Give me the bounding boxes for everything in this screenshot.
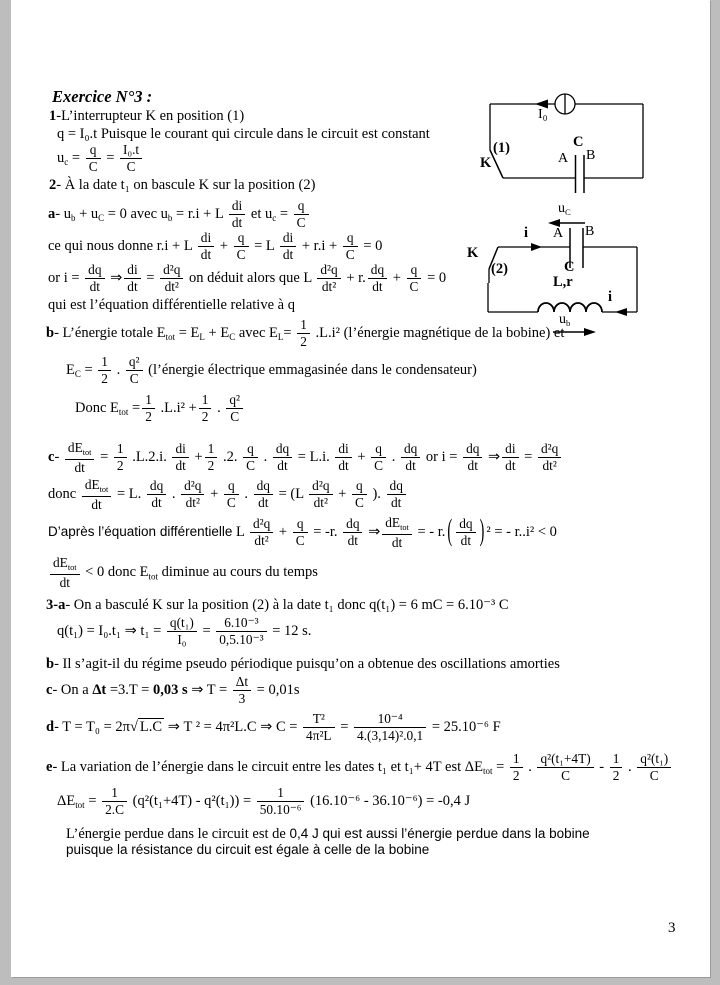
styled-text: c [46,681,53,698]
label-plate-b: B [586,148,596,163]
styled-text: D’après l’équation différentielle [48,524,233,540]
label-current-bottom [608,289,612,306]
fraction: $\frac{1}{2}$ [142,393,155,424]
subscript: L [277,331,284,342]
fraction: $\frac{1}{2}$ [610,752,623,783]
fraction: $\frac{q}{C}$ [343,231,358,262]
fraction: $\frac{\text{q²}}{C}$ [226,393,243,424]
subscript: C [229,331,236,342]
paper-sheet [11,0,710,977]
subscript: b [167,212,173,223]
subscript: tot [482,765,493,776]
line-3a-calcul-t1: q(t₁) = I₀.t₁ ⇒ t₁ = $\frac{\text{q(t₁)}}{\text{I₀}}$ = $\frac{\text{6.10⁻³}}{\text{0,5.10⁻³}}$ = 12 s. [57,615,312,647]
fraction: $\frac{di}{dt}$ [172,442,188,473]
styled-text: a [48,205,56,222]
page-number: 3 [668,920,676,936]
label-position-2 [491,261,508,278]
fraction: $\frac{q}{C}$ [86,143,101,174]
line-2a-loi-mailles: a- $u_b + u_C = 0$ avec $u_b = r.i + L$ $\frac{di}{dt}$ et $u_c$ = $\frac{q}{C}$ [48,199,311,230]
fraction: $\frac{\text{I₀.t}}{C}$ [120,143,142,174]
fraction: $\frac{dq}{dt}$ [401,442,420,473]
styled-text: b [46,656,55,672]
line-2c-conclusion: $\frac{dE_{tot}}{dt}$ < 0 donc $E_{tot}$ diminue au cours du temps [48,556,318,590]
label-capacitor-c [573,134,583,151]
line-2b-energie-somme: Donc $E_{tot}$ = $\frac{1}{2}$ .L.i² + $\frac{1}{2}$ . $\frac{\text{q²}}{C}$ [75,393,245,424]
fraction: $\frac{\text{d²q}}{\text{dt²}}$ [538,442,561,473]
subscript: C [74,368,81,379]
label-switch-k [467,245,478,262]
fraction: $\frac{dq}{dt}$ [463,442,482,473]
fraction: $\frac{\text{d²q}}{\text{dt²}}$ [160,263,183,294]
label-plate-a: A [558,151,569,166]
fraction: $\frac{q}{C}$ [352,479,367,510]
line-1-interrupteur: 1-L’interrupteur K en position (1) [49,108,245,124]
line-3e-calcul: $\Delta E_{tot}$ = $\frac{1}{2.C}$ (q²(t₁+4T) - q²(t₁)) = $\frac{1}{\text{50.10⁻⁶}}$ (16.10⁻⁶ - 36.10⁻⁶) = -0,4 J [57,785,471,817]
line-2c-derivee-donc: donc $\frac{dE_{tot}}{dt}$ = L. $\frac{dq}{dt}$ . $\frac{\text{d²q}}{\text{dt²}}$ + $\frac{q}{C}$ . $\frac{dq}{dt}$ = (L $\frac{\text{d²q}}{\text{dt²}}$ + $\frac{q}{C}$ ). $\frac{dq}{dt}$ [48,478,408,512]
fraction: $\frac{q}{C}$ [407,263,422,294]
fraction: $\frac{q}{C}$ [243,442,258,473]
fraction: $\frac{dq}{dt}$ [147,479,166,510]
line-3e-variation-energie: e- La variation de l’énergie dans le circuit entre les dates t₁ et t₁+ 4T est $\Delta E_{tot}$ = $\frac{1}{2}$ . $\frac{\text{q²(t₁+4T)}}{C}$ - $\frac{1}{2}$ . $\frac{\text{q²(t₁)}}{C}$ [46,752,673,783]
fraction: $\frac{1}{\text{50.10⁻⁶}}$ [257,786,305,817]
subscript: tot [118,406,129,417]
fraction: $\frac{\text{q(t₁)}}{\text{I₀}}$ [167,616,197,647]
current-arrow-top-icon [531,243,542,251]
label-uc: $u_C$ [558,201,571,218]
circuit-diagram-position-1 [480,93,655,198]
fraction: $\frac{dq}{dt}$ [456,517,475,548]
line-2-bascule: 2- À la date t₁ on bascule K sur la position (2) [49,177,316,193]
label-switch-k [480,155,491,172]
fraction: $\frac{1}{2}$ [199,393,212,424]
fraction: $\frac{\text{T²}}{\text{4π²L}}$ [303,712,335,743]
subscript: c [64,156,69,167]
styled-text: Exercice N°3 : [52,87,153,106]
line-2a-conclusion: qui est l’équation différentielle relative à q [48,297,295,313]
label-i0: I₀ [538,107,548,122]
inductor-coil-icon [538,303,602,312]
label-current-top [524,225,528,242]
line-exercice-title [52,88,152,107]
fraction: $\frac{di}{dt}$ [502,442,518,473]
styled-text: puisque la résistance du circuit est égale à celle de la bobine [66,842,430,857]
line-3b-regime: b- Il s’agit-il du régime pseudo périodique puisqu’on a obtenue des oscillations amorties [46,656,560,672]
subscript: tot [99,484,109,494]
line-2c-dapres-equation: D’après l’équation différentielle L $\frac{\text{d²q}}{\text{dt²}}$ + $\frac{q}{C}$ = -r. $\frac{dq}{dt}$ ⇒ $\frac{dE_{tot}}{dt}$ = - r. ( $\frac{dq}{dt}$ ) ² = - r..i² < 0 [48,515,557,550]
fraction: $\frac{1}{2}$ [297,318,310,349]
fraction: $\frac{1}{2}$ [98,355,111,386]
line-conclusion-energie: L’énergie perdue dans le circuit est de 0,4 J qui est aussi l’énergie perdue dans la bobine [66,826,590,842]
fraction: $\frac{dq}{dt}$ [85,263,104,294]
styled-text: i [608,289,613,305]
fraction: $\frac{dE_{tot}}{dt}$ [65,441,95,475]
fraction: $\frac{\text{d²q}}{\text{dt²}}$ [317,263,340,294]
line-3a-charge: 3-a- On a basculé K sur la position (2) à la date t₁ donc q(t₁) = 6 mC = 6.10⁻³ C [46,597,509,613]
fraction: $\frac{\text{q²(t₁+4T)}}{C}$ [537,752,593,783]
fraction: $\frac{di}{dt}$ [229,199,245,230]
styled-text: Δt [92,681,107,698]
fraction: $\frac{1}{2}$ [205,442,218,473]
subscript: tot [165,331,176,342]
subscript: tot [67,562,77,572]
fraction: $\frac{q}{C}$ [234,231,249,262]
styled-text: K [480,155,492,171]
subscript: b [566,318,571,329]
subscript: L [199,331,205,342]
subscript: tot [400,522,409,532]
label-plate-a: A [553,226,564,241]
ub-arrow-icon [584,328,596,336]
fraction: $\frac{dq}{dt}$ [343,517,362,548]
line-conclusion-resistance [66,842,429,858]
styled-text: 0,4 J qui est aussi l’énergie perdue dans la bobine [289,826,590,841]
label-plate-b: B [585,224,595,239]
fraction: $\frac{\text{d²q}}{\text{dt²}}$ [181,479,204,510]
styled-text: i [524,225,529,241]
fraction: $\frac{di}{dt}$ [335,442,351,473]
subscript: tot [148,571,159,582]
line-2a-equation-diff: or i = $\frac{dq}{dt}$ ⇒ $\frac{di}{dt}$ = $\frac{\text{d²q}}{\text{dt²}}$ on déduit alors que L $\frac{\text{d²q}}{\text{dt²}}$ + r. $\frac{dq}{dt}$ + $\frac{q}{C}$ = 0 [48,262,447,294]
fraction: $\frac{\text{q²}}{C}$ [126,355,143,386]
current-arrow-bottom-icon [615,308,627,316]
line-q-courant-constant: q = I₀.t Puisque le courant qui circule dans le circuit est constant [57,126,430,142]
styled-text: (1) [493,140,510,156]
line-2a-developpement: ce qui nous donne r.i + L $\frac{di}{dt}$ + $\frac{q}{C}$ = L $\frac{di}{dt}$ + r.i + $\frac{q}{C}$ = 0 [48,230,383,262]
styled-text: K [467,245,479,261]
line-2c-derivee: c- $\frac{dE_{tot}}{dt}$ = $\frac{1}{2}$ .L.2.i. $\frac{di}{dt}$ + $\frac{1}{2}$ .2. $\frac{q}{C}$ . $\frac{dq}{dt}$ = L.i. $\frac{di}{dt}$ + $\frac{q}{C}$ . $\frac{dq}{dt}$ or i = $\frac{dq}{dt}$ ⇒ $\frac{di}{dt}$ = $\frac{\text{d²q}}{\text{dt²}}$ [48,441,563,475]
styled-text: b [46,324,55,341]
subscript: C [565,207,571,218]
fraction: $\frac{\text{d²q}}{\text{dt²}}$ [250,517,273,548]
styled-text: 1 [49,108,57,124]
line-3c-periode: c- On a Δt =3.T = 0,03 s ⇒ T = $\frac{\Delta t}{3}$ = 0,01s [46,674,300,706]
subscript: C [98,212,105,223]
parenthesized-expression: ( $\frac{dq}{dt}$ ) [447,515,485,549]
styled-text: C [573,134,584,150]
fraction: $\frac{di}{dt}$ [280,231,296,262]
styled-text: 0,03 s [152,681,188,698]
square-root: √ L.C [129,718,163,735]
styled-text: C [564,259,575,275]
fraction: $\frac{\Delta t}{3}$ [233,675,251,706]
label-inductor-lr [553,274,573,291]
subscript: b [70,212,76,223]
fraction: $\frac{di}{dt}$ [198,231,214,262]
styled-text: 2 [49,177,57,193]
styled-text: 3-a [46,597,66,613]
fraction: $\frac{q}{C}$ [294,199,309,230]
styled-text: c [48,449,55,466]
line-uc-fraction: $u_c$ = $\frac{q}{C}$ = $\frac{\text{I₀.t}}{C}$ [57,143,144,174]
fraction: $\frac{\text{d²q}}{\text{dt²}}$ [309,479,332,510]
line-2b-energie-totale: b- L’énergie totale $E_{tot} = E_L + E_C$ avec $E_L=$ $\frac{1}{2}$ .L.i² (l’énergie magnétique de la bobine) et [46,317,565,349]
fraction: $\frac{q}{C}$ [293,517,308,548]
styled-text: e [46,758,53,775]
fraction: $\frac{1}{2}$ [114,442,127,473]
fraction: $\frac{dE_{tot}}{dt}$ [50,556,80,590]
line-3d-capacite: d- T = T₀ = 2π√ L.C ⇒ T ² = 4π²L.C ⇒ C = $\frac{\text{T²}}{\text{4π²L}}$ = $\frac{\text{10⁻⁴}}{\text{4.(3,14)².0,1}}$ = 25.10⁻⁶ F [46,711,501,743]
subscript: tot [75,799,85,810]
fraction: $\frac{q}{C}$ [224,479,239,510]
fraction: $\frac{\text{6.10⁻³}}{\text{0,5.10⁻³}}$ [216,616,266,647]
subscript: tot [82,447,92,457]
line-2b-energie-condensateur: $E_C$ = $\frac{1}{2}$ . $\frac{\text{q²}}{C}$ (l’énergie électrique emmagasinée dans le condensateur) [66,354,477,386]
fraction: $\frac{dq}{dt}$ [387,479,406,510]
subscript: c [272,212,277,223]
fraction: $\frac{di}{dt}$ [124,263,140,294]
fraction: $\frac{q}{C}$ [371,442,386,473]
label-position-1 [493,140,510,157]
label-ub: $u_b$ [559,312,571,329]
styled-text: d [46,718,55,735]
styled-text: L,r [553,274,573,290]
fraction: $\frac{1}{2}$ [510,752,523,783]
fraction: $\frac{dE_{tot}}{dt}$ [82,478,112,512]
fraction: $\frac{\text{10⁻⁴}}{\text{4.(3,14)².0,1}}$ [354,712,426,743]
fraction: $\frac{dq}{dt}$ [273,442,292,473]
fraction: $\frac{dE_{tot}}{dt}$ [382,516,412,550]
styled-text: (2) [491,261,508,277]
fraction: $\frac{1}{2.C}$ [102,786,127,817]
fraction: $\frac{dq}{dt}$ [368,263,387,294]
fraction: $\frac{dq}{dt}$ [254,479,273,510]
fraction: $\frac{\text{q²(t₁)}}{C}$ [637,752,671,783]
circuit-diagram-position-2 [465,203,650,338]
